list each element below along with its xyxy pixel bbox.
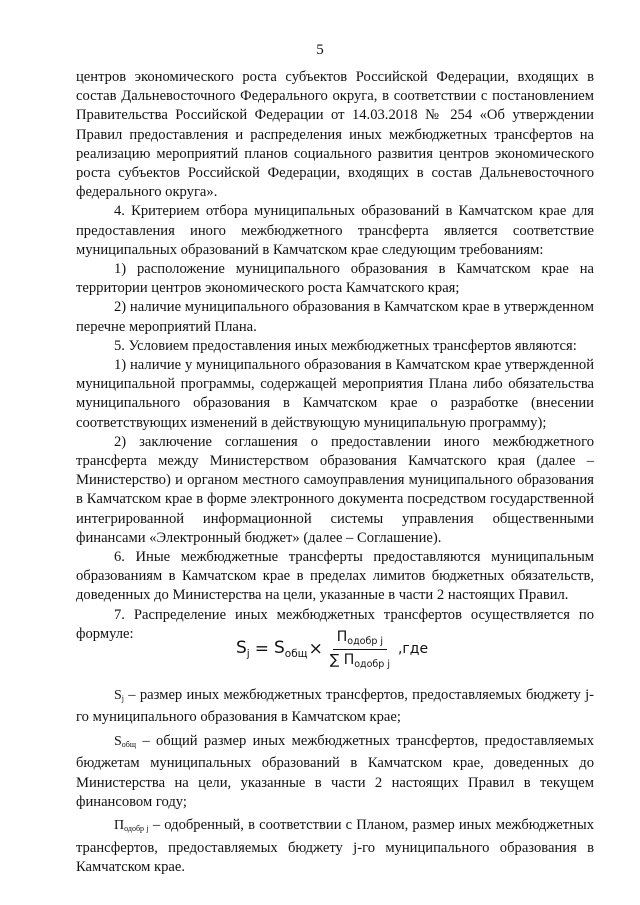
formula-lhs: $S_j$ xyxy=(236,638,250,660)
formula-fraction xyxy=(326,629,394,670)
paragraph-item-5-1: 1) наличие у муниципального образования в Камчатском крае утвержденной муниципальной программы, содержащей мероприятия Плана либо обязательства муниципального образования в Камчатском крае о разработке (внесении соответствующих изменений в действующую муниципальную программу); xyxy=(76,357,594,431)
paragraph-item-7: 7. Распределение иных межбюджетных трансфертов осуществляется по формуле: xyxy=(76,606,594,642)
formula-total: $S_{общ}$ xyxy=(273,638,308,660)
formula-suffix: ,где xyxy=(397,641,429,657)
paragraph-item-4: 4. Критерием отбора муниципальных образований в Камчатском крае для предоставления иного межбюджетного трансферта является соответствие муниципальных образований в Камчатском крае следующим требованиям: xyxy=(76,203,594,258)
page-number: 5 xyxy=(316,42,324,58)
formula-denominator: ∑ $П_{одобр j}$ xyxy=(329,651,390,670)
definitions xyxy=(76,686,594,878)
paragraph-item-4-1: 1) расположение муниципального образования в Камчатском крае на территории центров экономического роста Камчатского края; xyxy=(76,261,594,297)
paragraph-item-4-2: 2) наличие муниципального образования в Камчатском крае в утвержденном перечне мероприятий Плана. xyxy=(76,299,594,335)
formula-numerator: $П_{одобр j}$ xyxy=(333,629,387,650)
formula-equals: = xyxy=(254,639,269,659)
distribution-formula xyxy=(0,620,640,678)
definition-podobr: Подобр j – одобренный, в соответствии с Планом, размер иных межбюджетных трансфертов, предоставляемых бюджету j-го муниципального образования в Камчатском крае. xyxy=(76,817,594,876)
paragraph-item-6: 6. Иные межбюджетные трансферты предоставляются муниципальным образованиям в Камчатском крае в пределах лимитов бюджетных обязательств, доведенных до Министерства на цели, указанные в части 2 настоящих Правил. xyxy=(76,549,594,604)
definition-sobsh: Sобщ – общий размер иных межбюджетных трансфертов, предоставляемых бюджетам муниципальных образований в Камчатском крае, доведенных до Министерства на цели, указанные в части 2 настоящих Правил в текущем финансовом году; xyxy=(76,732,594,811)
paragraph-continuation: центров экономического роста субъектов Российской Федерации, входящих в состав Дальневосточного Федерального округа, в соответствии с постановлением Правительства Российской Федерации от 14.03.2018 № 254 «Об утверждении Правил предоставления и распределения иных межбюджетных трансфертов на реализацию мероприятий планов социального развития центров экономического роста субъектов Российской Федерации, входящих в состав Дальневосточного федерального округа». xyxy=(76,69,594,201)
body-text xyxy=(76,68,594,644)
paragraph-item-5-2: 2) заключение соглашения о предоставлении иного межбюджетного трансферта между Министерством образования Камчатского края (далее – Министерство) и органом местного самоуправления муниципального образования в Камчатском крае в форме электронного документа посредством государственной интегрированной информационной системы управления общественными финансами «Электронный бюджет» (далее – Соглашение). xyxy=(76,433,594,546)
paragraph-item-5: 5. Условием предоставления иных межбюджетных трансфертов являются: xyxy=(114,337,577,354)
definition-sj: Sj – размер иных межбюджетных трансфертов, предоставляемых бюджету j-го муниципального образования в Камчатском крае; xyxy=(76,687,594,726)
formula-times: × xyxy=(308,639,323,659)
